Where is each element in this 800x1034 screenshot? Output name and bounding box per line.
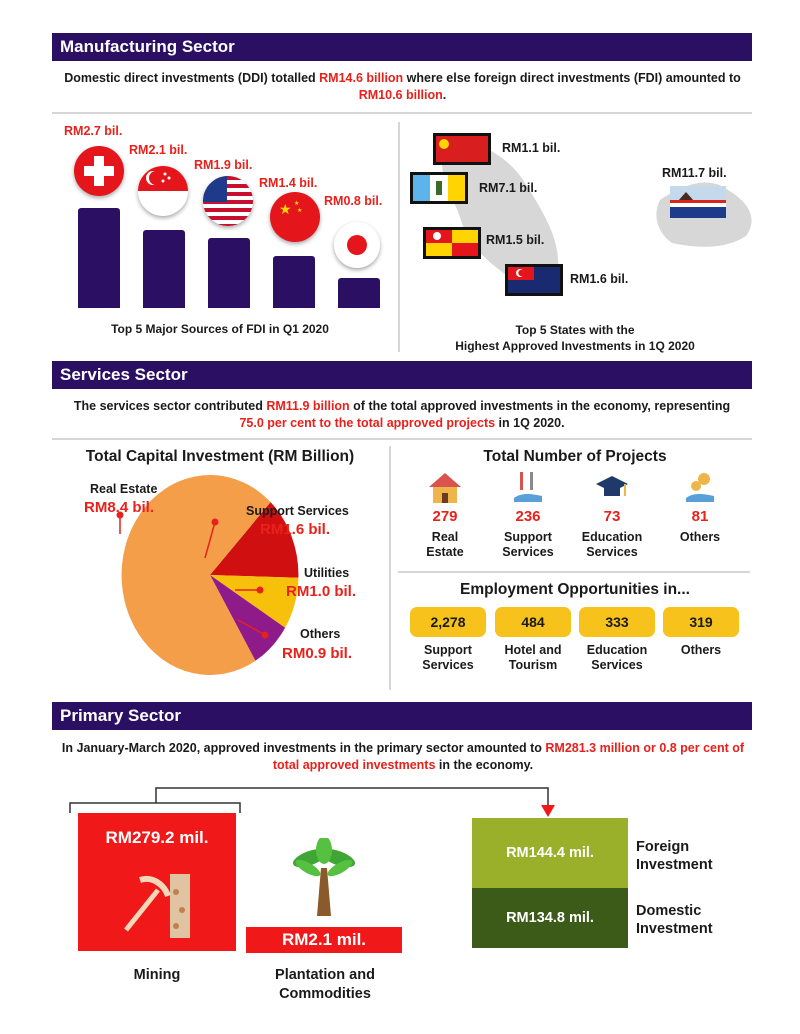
intro-highlight: 75.0 per cent to the total approved projects bbox=[239, 416, 496, 430]
manufacturing-intro bbox=[55, 70, 750, 104]
johor-flag-icon bbox=[505, 264, 563, 296]
intro-text: in 1Q 2020. bbox=[495, 416, 565, 430]
project-name: Real Estate bbox=[426, 530, 464, 559]
house-icon bbox=[427, 470, 463, 506]
pie-value-support-services: RM1.6 bil. bbox=[260, 521, 331, 538]
employment-title: Employment Opportunities in... bbox=[460, 581, 690, 598]
manufacturing-header: Manufacturing Sector bbox=[52, 33, 752, 61]
sabah-flag-icon bbox=[670, 186, 726, 218]
svg-text:★: ★ bbox=[279, 202, 292, 218]
services-intro bbox=[62, 398, 742, 432]
foreign-investment-label: Foreign Investment bbox=[636, 839, 713, 873]
intro-text: of the total approved investments in the economy, representing bbox=[349, 399, 731, 413]
graduation-cap-icon bbox=[594, 470, 630, 506]
intro-highlight: RM14.6 billion bbox=[319, 71, 404, 85]
divider bbox=[52, 438, 752, 440]
employment-count: 333 bbox=[579, 607, 655, 637]
svg-text:★: ★ bbox=[294, 200, 300, 207]
project-count: 73 bbox=[603, 508, 621, 525]
pie-label-utilities: Utilities bbox=[304, 566, 350, 580]
intro-text: in the economy. bbox=[435, 758, 534, 772]
employment-name: Hotel and Tourism bbox=[504, 643, 562, 672]
fdi-value-label: RM0.8 bil. bbox=[324, 194, 383, 208]
states-caption-line: Top 5 States with the bbox=[515, 323, 635, 337]
state-value: RM1.5 bil. bbox=[486, 233, 545, 247]
pie-leader-dot bbox=[257, 587, 264, 594]
pie-leader-dot bbox=[262, 632, 269, 639]
foreign-investment-box: RM144.4 mil. bbox=[472, 818, 628, 888]
fdi-value-label: RM1.9 bil. bbox=[194, 158, 253, 172]
project-count: 236 bbox=[515, 508, 541, 525]
divider bbox=[398, 122, 400, 352]
fdi-value-label: RM2.7 bil. bbox=[64, 124, 123, 138]
domestic-investment-box: RM134.8 mil. bbox=[472, 888, 628, 948]
project-name: Support Services bbox=[502, 530, 554, 559]
intro-text: where else foreign direct investments (FDI) amounted to bbox=[403, 71, 741, 85]
switzerland-flag-icon bbox=[74, 146, 124, 196]
china-flag-icon bbox=[270, 192, 320, 242]
kedah-flag-icon bbox=[433, 133, 491, 165]
pie-label-real-estate: Real Estate bbox=[90, 482, 158, 496]
fdi-bar bbox=[338, 278, 380, 308]
fdi-bar bbox=[273, 256, 315, 308]
state-value: RM1.1 bil. bbox=[502, 141, 561, 155]
singapore-flag-icon bbox=[138, 166, 188, 216]
mining-pickaxe-icon bbox=[118, 870, 198, 940]
state-value: RM11.7 bil. bbox=[662, 166, 727, 180]
pie-value-utilities: RM1.0 bil. bbox=[286, 583, 357, 600]
tools-hand-icon bbox=[510, 470, 546, 506]
money-hand-icon bbox=[682, 470, 718, 506]
pie-value-others: RM0.9 bil. bbox=[282, 645, 353, 662]
intro-text: . bbox=[442, 88, 447, 102]
fdi-value-label: RM1.4 bil. bbox=[259, 176, 318, 190]
employment-name: Education Services bbox=[586, 643, 648, 672]
intro-highlight: RM281.3 million or 0.8 per cent of total approved investments bbox=[272, 741, 745, 772]
pie-leader-dot bbox=[212, 519, 219, 526]
employment-count: 319 bbox=[663, 607, 739, 637]
project-count: 279 bbox=[432, 508, 458, 525]
employment-count: 484 bbox=[495, 607, 571, 637]
fdi-value-label: RM2.1 bil. bbox=[129, 143, 188, 157]
pie-label-others: Others bbox=[300, 627, 341, 641]
project-name: Education Services bbox=[581, 530, 643, 559]
selangor-flag-icon bbox=[423, 227, 481, 259]
state-value: RM1.6 bil. bbox=[570, 272, 629, 286]
intro-text: The services sector contributed bbox=[73, 399, 267, 413]
primary-intro bbox=[56, 740, 750, 774]
fdi-bar bbox=[143, 230, 185, 308]
states-caption bbox=[400, 322, 750, 354]
usa-flag-icon bbox=[203, 176, 253, 226]
project-count: 81 bbox=[691, 508, 709, 525]
intro-highlight: RM10.6 billion bbox=[358, 88, 443, 102]
fdi-bar bbox=[208, 238, 250, 308]
palm-tree-icon bbox=[290, 838, 360, 918]
pie-label-support-services: Support Services bbox=[246, 504, 349, 518]
services-header: Services Sector bbox=[52, 361, 752, 389]
intro-text: In January-March 2020, approved investments in the primary sector amounted to bbox=[61, 741, 546, 755]
intro-text: Domestic direct investments (DDI) totalled bbox=[64, 71, 320, 85]
japan-flag-icon bbox=[334, 222, 380, 268]
mining-label: Mining bbox=[133, 967, 181, 983]
domestic-investment-label: Domestic Investment bbox=[636, 903, 713, 937]
svg-text:★: ★ bbox=[297, 207, 303, 214]
projects-title: Total Number of Projects bbox=[483, 448, 667, 465]
state-value: RM7.1 bil. bbox=[479, 181, 538, 195]
plantation-value: RM2.1 mil. bbox=[246, 927, 402, 953]
fdi-bar bbox=[78, 208, 120, 308]
employment-name: Others bbox=[680, 643, 722, 657]
divider bbox=[398, 571, 750, 573]
plantation-label: Plantation and Commodities bbox=[275, 967, 375, 1002]
project-name: Others bbox=[679, 530, 721, 544]
pie-value-real-estate: RM8.4 bil. bbox=[84, 499, 155, 516]
capital-title: Total Capital Investment (RM Billion) bbox=[85, 448, 355, 465]
fdi-caption: Top 5 Major Sources of FDI in Q1 2020 bbox=[111, 322, 329, 336]
employment-name: Support Services bbox=[422, 643, 474, 672]
divider bbox=[52, 112, 752, 114]
primary-header: Primary Sector bbox=[52, 702, 752, 730]
states-caption-line: Highest Approved Investments in 1Q 2020 bbox=[455, 339, 695, 353]
penang-flag-icon bbox=[410, 172, 468, 204]
intro-highlight: RM11.9 billion bbox=[266, 399, 350, 413]
employment-count: 2,278 bbox=[410, 607, 486, 637]
mining-value: RM279.2 mil. bbox=[105, 828, 209, 847]
